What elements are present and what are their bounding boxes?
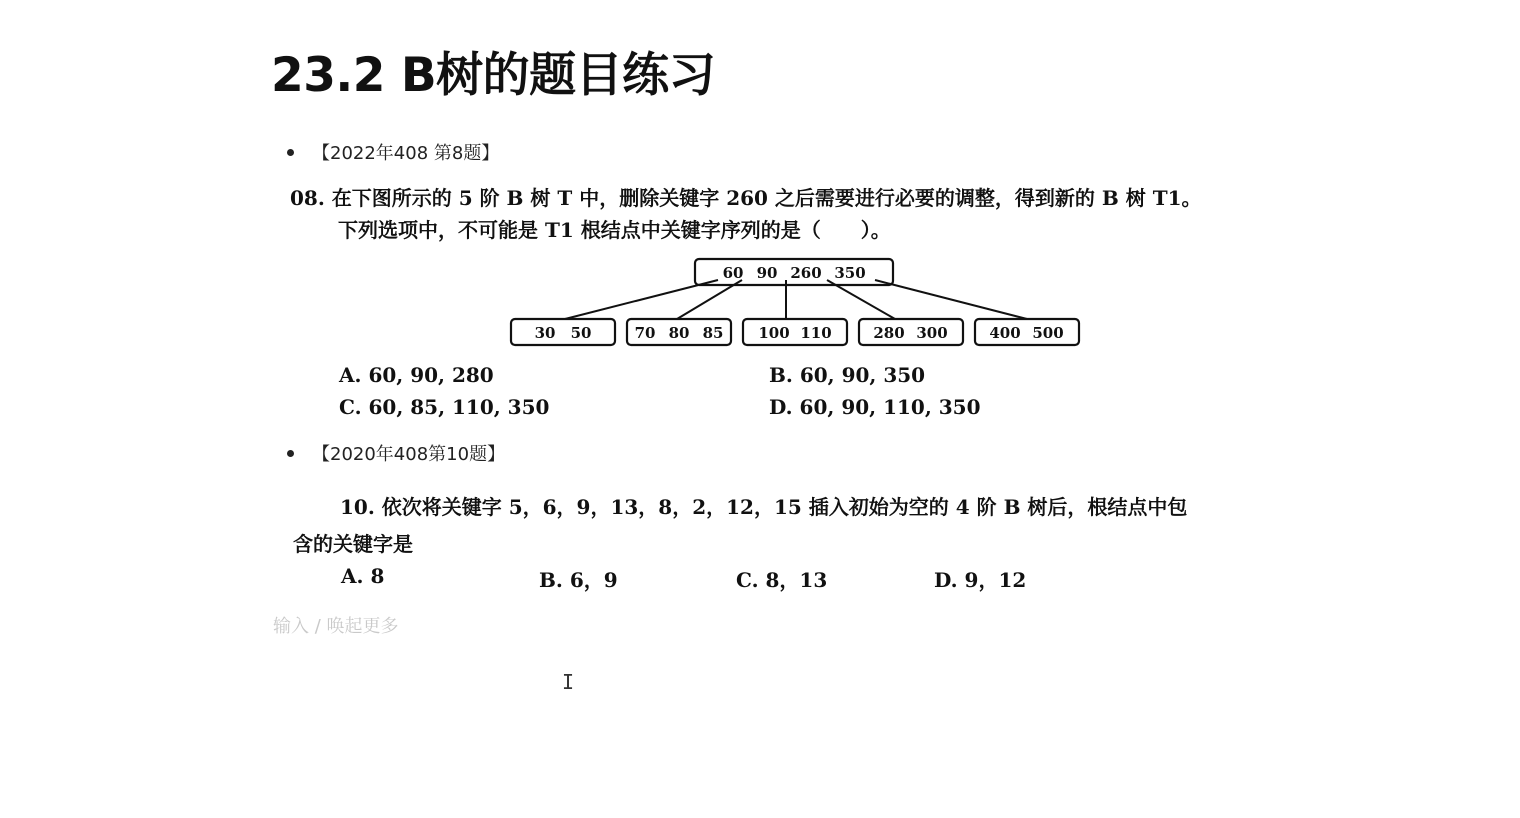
child-2-key-1: 110	[800, 324, 832, 342]
child-1-key-0: 70	[634, 324, 656, 342]
q2-option-a: A. 8	[341, 564, 385, 588]
root-key-0: 60	[722, 264, 744, 282]
bullet-icon	[287, 450, 294, 457]
q2-option-d: D. 9，12	[934, 568, 1027, 592]
q1-text-line2: 下列选项中，不可能是 T1 根结点中关键字序列的是（ ）。	[338, 218, 891, 242]
child-4-key-0: 400	[989, 324, 1021, 342]
q1-source-bullet	[287, 139, 499, 165]
child-3-key-0: 280	[873, 324, 905, 342]
editor-input-placeholder[interactable]: 输入 / 唤起更多	[273, 616, 399, 637]
child-4-key-1: 500	[1032, 324, 1064, 342]
q2-option-b: B. 6，9	[539, 568, 618, 592]
q2-option-c: C. 8，13	[736, 568, 828, 592]
q1-source: 【2022年408 第8题】	[312, 143, 500, 164]
bullet-icon	[287, 149, 294, 156]
edge-4	[875, 280, 1027, 319]
child-2-key-0: 100	[758, 324, 790, 342]
root-key-2: 260	[790, 264, 822, 282]
root-key-3: 350	[834, 264, 866, 282]
q2-text-line1: 10. 依次将关键字 5，6，9，13，8，2，12，15 插入初始为空的 4 阶 B 树后，根结点中包	[340, 495, 1188, 519]
text-cursor-icon: I	[562, 670, 575, 694]
child-node-0	[511, 319, 615, 345]
edge-0	[565, 280, 718, 319]
q1-option-b: B. 60, 90, 350	[769, 363, 926, 387]
q2-source: 【2020年408第10题】	[312, 444, 506, 465]
child-0-key-1: 50	[570, 324, 592, 342]
q1-option-a: A. 60, 90, 280	[339, 363, 494, 387]
child-1-key-2: 85	[702, 324, 724, 342]
child-3-key-1: 300	[916, 324, 948, 342]
q1-text-line1: 08. 在下图所示的 5 阶 B 树 T 中，删除关键字 260 之后需要进行必要的调整，得到新的 B 树 T1。	[290, 186, 1202, 210]
q1-option-d: D. 60, 90, 110, 350	[769, 395, 981, 419]
child-0-key-0: 30	[534, 324, 556, 342]
q2-text-line2: 含的关键字是	[293, 532, 413, 556]
btree-diagram	[505, 255, 1085, 355]
page-title: 23.2 B树的题目练习	[271, 48, 716, 103]
root-key-1: 90	[756, 264, 778, 282]
q2-source-bullet	[287, 440, 505, 466]
q1-option-c: C. 60, 85, 110, 350	[339, 395, 550, 419]
child-1-key-1: 80	[668, 324, 690, 342]
